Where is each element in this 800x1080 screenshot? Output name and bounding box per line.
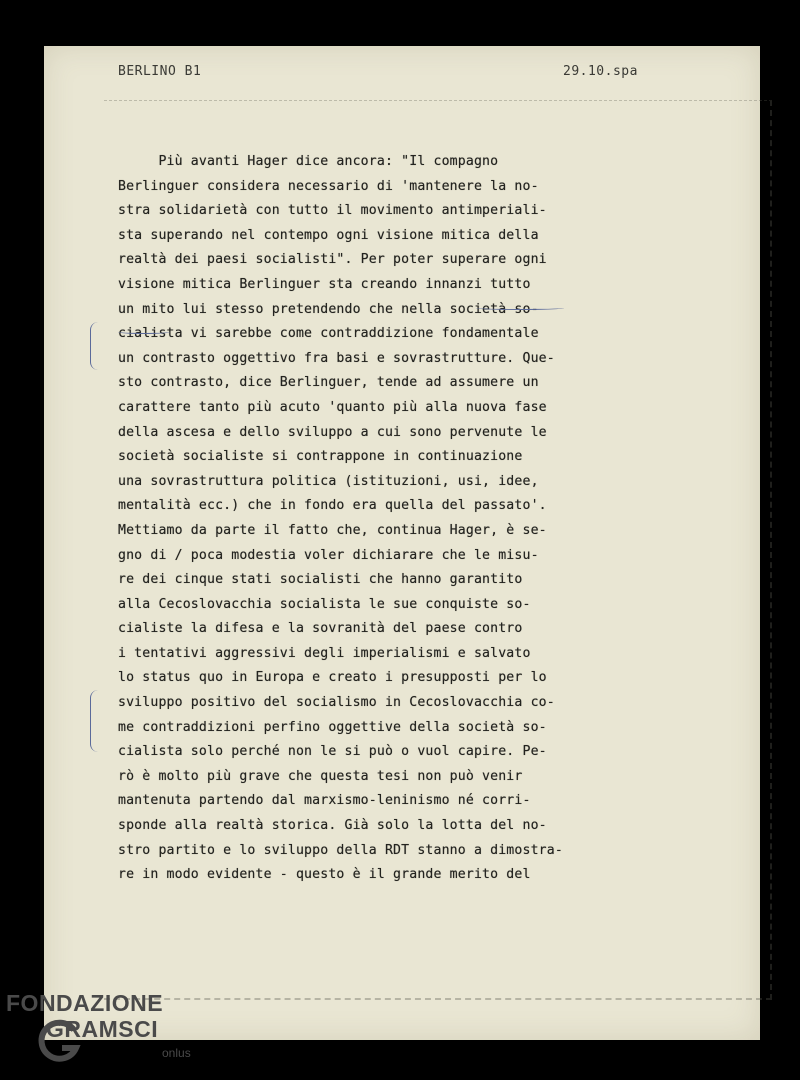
text-line: Mettiamo da parte il fatto che, continua Hager, è se- xyxy=(118,522,547,538)
text-line: della ascesa e dello sviluppo a cui sono pervenute le xyxy=(118,424,547,440)
text-line: stra solidarietà con tutto il movimento antimperiali- xyxy=(118,203,547,219)
text-line: mantenuta partendo dal marxismo-leninismo né corri- xyxy=(118,793,531,809)
text-line: sta superando nel contempo ogni visione mitica della xyxy=(118,227,539,243)
text-line: Più avanti Hager dice ancora: "Il compagno xyxy=(118,154,499,169)
margin-bracket-mark xyxy=(90,690,103,752)
text-line: un contrasto oggettivo fra basi e sovrastrutture. Que- xyxy=(118,350,555,366)
text-line: sto contrasto, dice Berlinguer, tende ad assumere un xyxy=(118,375,539,391)
text-line: Berlinguer considera necessario di 'mantenere la no- xyxy=(118,178,539,194)
text-line: i tentativi aggressivi degli imperialismi e salvato xyxy=(118,645,531,661)
text-line: stro partito e lo sviluppo della RDT stanno a dimostra- xyxy=(118,842,563,858)
text-line: carattere tanto più acuto 'quanto più alla nuova fase xyxy=(118,399,547,415)
text-line: gno di / poca modestia voler dichiarare che le misu- xyxy=(118,547,539,563)
text-line: cialista solo perché non le si può o vuol capire. Pe- xyxy=(118,744,547,760)
text-line: sponde alla realtà storica. Già solo la lotta del no- xyxy=(118,818,547,834)
text-line: alla Cecoslovacchia socialista le sue conquiste so- xyxy=(118,596,531,612)
text-line: cialiste la difesa e la sovranità del paese contro xyxy=(118,621,523,637)
page-header-right: 29.10.spa xyxy=(563,64,638,79)
text-line: rò è molto più grave che questa tesi non può venir xyxy=(118,768,523,784)
margin-bracket-mark xyxy=(90,322,103,370)
text-line: sviluppo positivo del socialismo in Cecoslovacchia co- xyxy=(118,695,555,711)
text-line: mentalità ecc.) che in fondo era quella del passato'. xyxy=(118,498,547,514)
handwritten-underline xyxy=(476,306,564,310)
text-line: società socialiste si contrappone in continuazione xyxy=(118,449,523,465)
text-line: visione mitica Berlinguer sta creando innanzi tutto xyxy=(118,276,531,292)
text-line: me contraddizioni perfino oggettive della società so- xyxy=(118,719,547,735)
page-header-left: BERLINO B1 xyxy=(118,64,202,79)
document-body xyxy=(118,150,638,888)
text-line: un mito lui stesso pretendendo che nella società so- xyxy=(118,301,539,317)
text-line: re dei cinque stati socialisti che hanno garantito xyxy=(118,572,523,588)
logo-text-gramsci: GRAMSCI xyxy=(46,1016,159,1042)
text-line: lo status quo in Europa e creato i presupposti per lo xyxy=(118,670,547,686)
text-line: re in modo evidente - questo è il grande merito del xyxy=(118,867,531,883)
text-line: cialista vi sarebbe come contraddizione fondamentale xyxy=(118,326,539,342)
text-line: realtà dei paesi socialisti". Per poter superare ogni xyxy=(118,252,547,268)
handwritten-underline xyxy=(118,330,170,334)
text-line: una sovrastruttura politica (istituzioni, usi, idee, xyxy=(118,473,539,489)
logo-text-onlus: onlus xyxy=(162,1046,191,1060)
logo-text-fondazione: FONDAZIONE xyxy=(6,990,164,1016)
fondazione-gramsci-logo xyxy=(6,990,206,1074)
